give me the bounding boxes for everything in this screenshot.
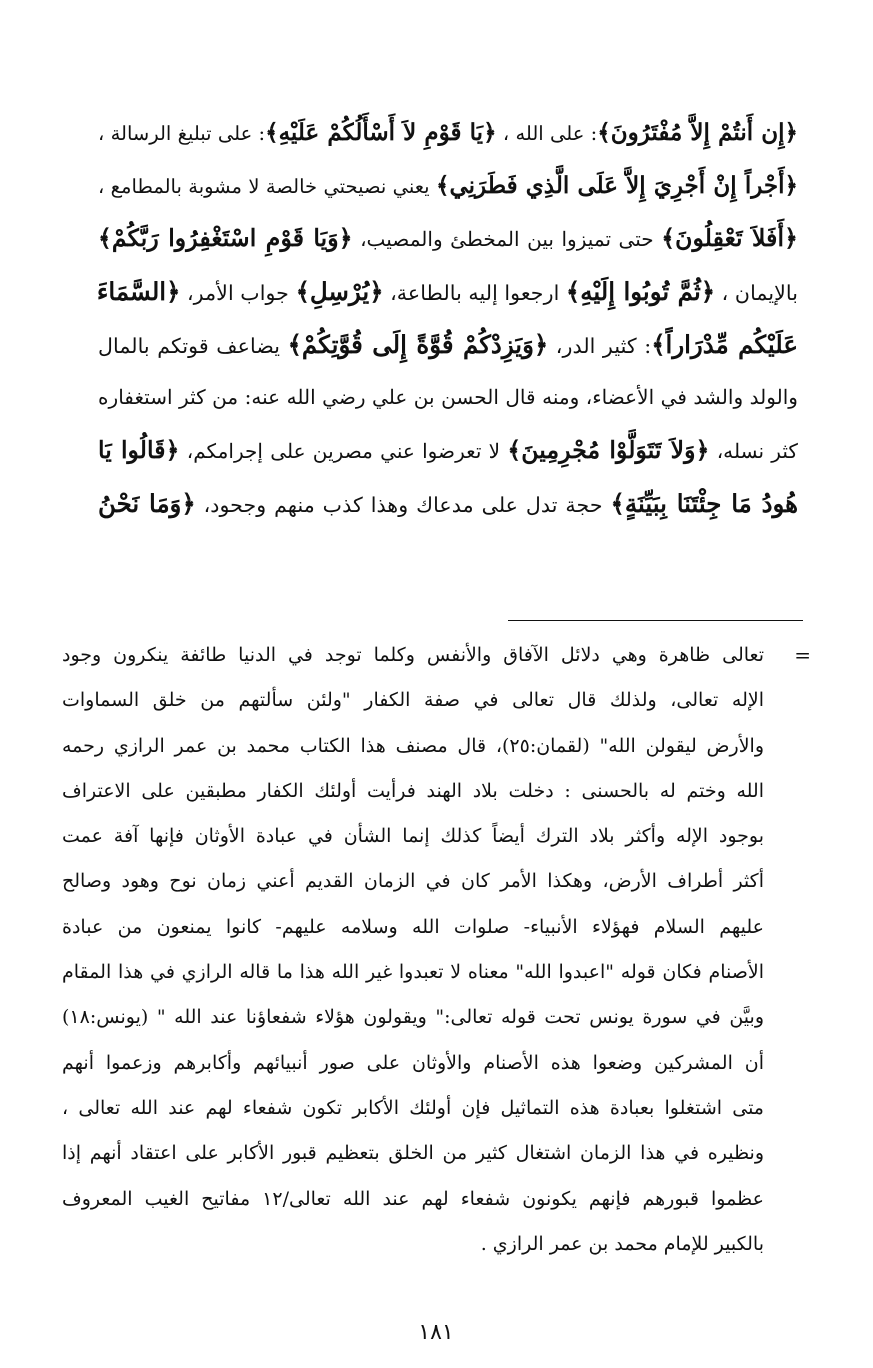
footnote-separator [508, 620, 803, 621]
commentary-text: : على الله ، [496, 122, 598, 145]
footnote-line: أن المشركين وضعوا هذه الأصنام والأوثان على صور أنبيائهم وأكابرهم وزعموا أنهم [62, 1051, 764, 1074]
commentary-text: يعني نصيحتي خالصة لا مشوبة بالمطامع ، [98, 175, 436, 198]
main-text-line [98, 318, 798, 371]
quran-verse-text: عَلَيْكُم مِّدْرَاراً﴾ [651, 330, 798, 359]
commentary-text: جواب الأمر، [180, 281, 296, 305]
commentary-text: : على تبليغ الرسالة ، [98, 122, 266, 145]
footnote-line: الإله تعالى، ولذلك قال تعالى في صفة الكفار "ولئن سألتهم من خلق السماوات [62, 689, 764, 712]
main-text-line [98, 371, 798, 424]
main-text [98, 106, 798, 530]
footnote-line: عليهم السلام فهؤلاء الأنبياء- صلوات الله وسلامه عليهم- كانوا يمنعون من عبادة [62, 915, 764, 938]
commentary-text: كثر نسله، [709, 439, 798, 463]
quran-verse-text: ﴿يَا قَوْمِ لاَ أَسْأَلُكُمْ عَلَيْهِ﴾ [265, 119, 497, 146]
commentary-text: لا تعرضوا عني مصرين على إجرامكم، [179, 439, 508, 463]
quran-verse-text: ﴿أَفَلاَ تَعْقِلُونَ﴾ [661, 224, 798, 252]
footnote-continuation-marker: = [794, 643, 811, 667]
commentary-text: : كثير الدر، [548, 334, 652, 358]
main-text-line [98, 212, 798, 265]
footnote-line: ونظيره في هذا الزمان اشتغال كثير من الخلق بتعظيم قبور الأكابر على اعتقاد أنهم إذا [62, 1142, 764, 1165]
footnote-line: أكثر أطراف الأرض، وهكذا الأمر كان في الزمان القديم أعني زمان نوح وهود وصالح [62, 870, 764, 893]
page-number: ١٨١ [418, 1320, 454, 1345]
quran-verse-text: ﴿وَيَزِدْكُمْ قُوَّةً إِلَى قُوَّتِكُمْ﴾ [287, 330, 549, 359]
commentary-text: حجة تدل على مدعاك وهذا كذب منهم وجحود، [195, 493, 611, 517]
main-text-line [98, 265, 798, 318]
main-text-line [98, 477, 798, 530]
quran-verse-text: ﴿وَلاَ تَتَوَلَّوْا مُجْرِمِينَ﴾ [507, 436, 710, 464]
footnote-line: بالكبير للإمام محمد بن عمر الرازي . [480, 1232, 764, 1255]
quran-verse-text: ﴿يُرْسِلِ﴾ [295, 277, 384, 306]
footnote-line: الأصنام فكان قوله "اعبدوا الله" معناه لا تعبدوا غير الله هذا ما قاله الرازي في هذا المقام [62, 961, 764, 984]
footnotes [62, 633, 764, 1267]
footnote-line: والأرض ليقولن الله" (لقمان:٢٥)، قال مصنف هذا الكتاب محمد بن عمر الرازي رحمه [62, 734, 764, 757]
quran-verse-text: هُودُ مَا جِئْتَنَا بِبَيِّنَةٍ﴾ [610, 489, 799, 518]
footnote-line: بوجود الإله وأكثر بلاد الترك أيضاً كذلك إنما الشأن في عبادة الأوثان فإنها آفة عمت [62, 825, 765, 848]
quran-verse-text: ﴿السَّمَاءَ [96, 277, 181, 306]
footnote-line: تعالى ظاهرة وهي دلائل الآفاق والأنفس وكلما توجد في الدنيا طائفة ينكرون وجود [62, 644, 764, 666]
quran-verse-text: ﴿ثُمَّ تُوبُوا إِلَيْهِ﴾ [565, 277, 716, 306]
commentary-text: ارجعوا إليه بالطاعة، [383, 281, 566, 305]
footnote-line: وبيَّن في سورة يونس تحت قوله تعالى:" ويقولون هؤلاء شفعاؤنا عند الله " (يونس:١٨) [62, 1006, 764, 1029]
main-text-line [98, 424, 798, 477]
commentary-text: والولد والشد في الأعضاء، ومنه قال الحسن بن علي رضي الله عنه: من كثر استغفاره [98, 385, 798, 409]
footnote-line: الله وختم له بالحسنى : دخلت بلاد الهند فرأيت أولئك الكفار مطبقين على الاعتراف [62, 779, 764, 802]
commentary-text: حتى تميزوا بين المخطئ والمصيب، [352, 227, 662, 251]
main-text-line [98, 106, 798, 159]
quran-verse-text: ﴿وَمَا نَحْنُ [98, 489, 196, 518]
quran-verse-text: ﴿وَيَا قَوْمِ اسْتَغْفِرُوا رَبَّكُمْ﴾ [98, 224, 353, 252]
commentary-text: يضاعف قوتكم بالمال [98, 334, 288, 358]
main-text-line [98, 159, 798, 212]
footnote-line: متى اشتغلوا بعبادة هذه التماثيل فإن أولئك الأكابر تكون شفعاء لهم عند الله تعالى ، [62, 1096, 764, 1119]
quran-verse-text: ﴿أَجْراً إِنْ أَجْرِيَ إِلاَّ عَلَى الَّذِي فَطَرَنِي﴾ [435, 172, 798, 199]
quran-verse-text: ﴿إِن أَنتُمْ إِلاَّ مُفْتَرُونَ﴾ [597, 119, 799, 146]
quran-verse-text: ﴿قَالُوا يَا [98, 436, 180, 464]
footnote-line: عظموا قبورهم فإنهم يكونون شفعاء لهم عند الله تعالى/١٢ مفاتيح الغيب المعروف [62, 1187, 764, 1210]
commentary-text: بالإيمان ، [715, 281, 798, 305]
